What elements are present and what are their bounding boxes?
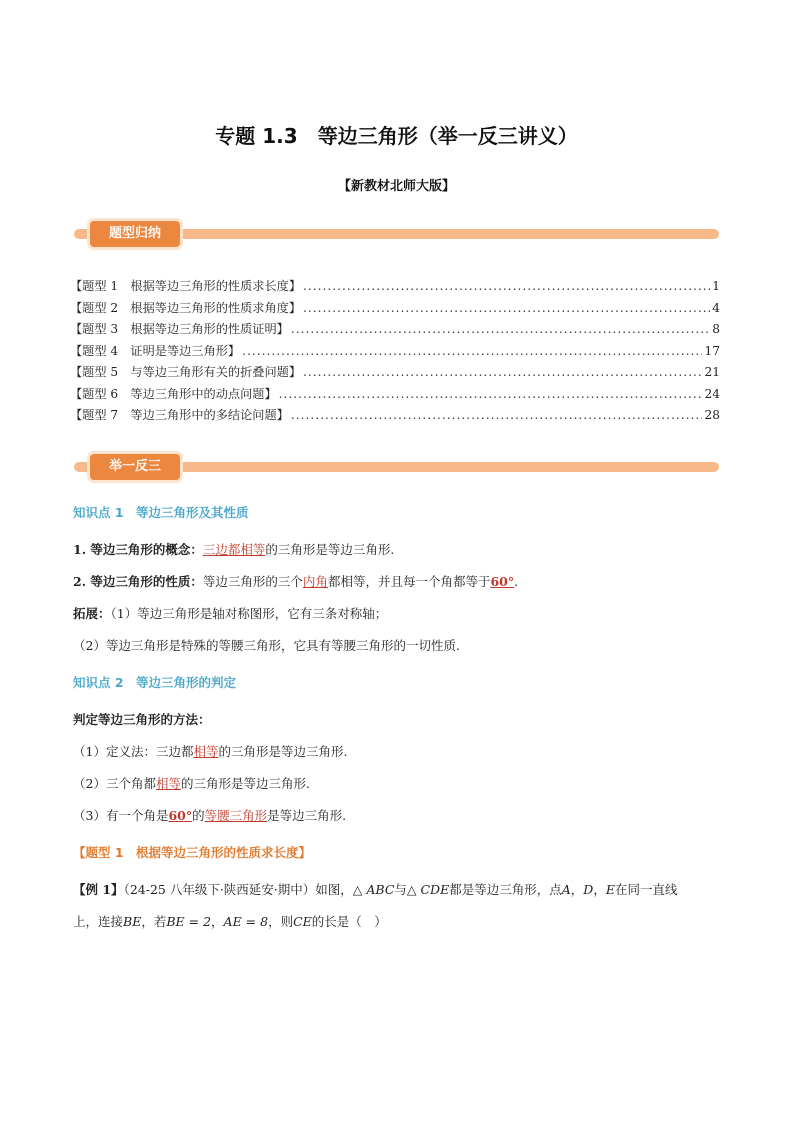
- toc-leader-dots: [303, 365, 702, 379]
- toc-item-page: 17: [704, 343, 720, 358]
- toc-item[interactable]: [70, 363, 720, 385]
- kp1-concept-line: [73, 540, 394, 558]
- example-1-l2b: ，若: [141, 914, 167, 929]
- knowledge-point-1-heading: 知识点 1 等边三角形及其性质: [73, 505, 249, 520]
- kp1-extension-label: 拓展：: [73, 606, 111, 621]
- kp2-intro: 判定等边三角形的方法：: [73, 712, 211, 727]
- example-1-point-d: D: [583, 882, 594, 897]
- table-of-contents: [70, 277, 720, 428]
- banner-label: 题型归纳: [90, 221, 180, 247]
- example-1-sep1: ，: [570, 882, 584, 897]
- knowledge-point-2-heading: 知识点 2 等边三角形的判定: [73, 675, 237, 690]
- toc-leader-dots: [279, 387, 703, 401]
- toc-item[interactable]: [70, 342, 720, 364]
- kp1-property-key2: 60°: [490, 574, 515, 589]
- kp1-property-label: 2. 等边三角形的性质：: [73, 574, 203, 589]
- toc-item[interactable]: [70, 299, 720, 321]
- toc-item[interactable]: [70, 277, 720, 299]
- example-1-text2: 在同一直线: [614, 882, 678, 897]
- toc-item[interactable]: [70, 320, 720, 342]
- banner-label: 举一反三: [90, 454, 180, 480]
- kp1-property-text2: 都相等，并且每一个角都等于: [327, 574, 491, 589]
- toc-item-name: 【题型 5 与等边三角形有关的折叠问题】: [70, 365, 302, 379]
- kp1-extension-line: [73, 604, 387, 622]
- practice-banner: [74, 454, 719, 480]
- kp2-method-3-key2: 等腰三角形: [204, 808, 268, 823]
- example-1-l2c: ，: [211, 914, 224, 929]
- example-1-label: 【例 1】: [73, 882, 124, 897]
- kp2-method-1-prefix: （1）定义法：三边都: [73, 744, 194, 759]
- kp1-property-end: .: [514, 574, 519, 589]
- example-1-l2e: 的长是（ ）: [311, 914, 387, 929]
- toc-leader-dots: [291, 322, 710, 336]
- kp1-property-key1: 内角: [302, 574, 328, 589]
- kp1-extension-text: （1）等边三角形是轴对称图形，它有三条对称轴；: [110, 606, 388, 621]
- kp2-method-2-key: 相等: [155, 776, 181, 791]
- kp1-property-line: [73, 572, 518, 590]
- kp2-method-1: [73, 742, 347, 760]
- kp1-property-text: 等边三角形的三个: [202, 574, 303, 589]
- example-1-sep2: ，: [593, 882, 606, 897]
- toc-item-name: 【题型 2 根据等边三角形的性质求角度】: [70, 300, 302, 315]
- example-1-be: BE: [123, 914, 142, 929]
- kp2-method-3-mid: 的: [192, 808, 205, 823]
- kp1-concept-suffix: 的三角形是等边三角形.: [265, 542, 395, 557]
- toc-leader-dots: [303, 301, 710, 315]
- toc-item-name: 【题型 7 等边三角形中的多结论问题】: [70, 408, 289, 422]
- kp2-method-3-suffix: 是等边三角形.: [267, 808, 347, 823]
- example-1-l2d: ，则: [268, 914, 294, 929]
- example-1-eq1: BE = 2: [166, 914, 212, 929]
- toc-item[interactable]: [70, 385, 720, 407]
- toc-item-page: 4: [712, 300, 720, 315]
- example-1-source: （24-25 八年级下·陕西延安·期中）如图，: [123, 882, 353, 897]
- toc-item-name: 【题型 6 等边三角形中的动点问题】: [70, 386, 277, 401]
- kp2-method-2-suffix: 的三角形是等边三角形.: [180, 776, 310, 791]
- kp2-method-1-suffix: 的三角形是等边三角形.: [218, 744, 348, 759]
- example-1-l2a: 上，连接: [73, 914, 124, 929]
- kp2-method-2-prefix: （2）三个角都: [73, 776, 156, 791]
- toc-item-page: 8: [712, 322, 720, 336]
- kp2-method-2: [73, 774, 310, 792]
- toc-item-page: 1: [712, 279, 720, 293]
- example-1-ce: CE: [293, 914, 312, 929]
- question-type-1-heading: 【题型 1 根据等边三角形的性质求长度】: [73, 845, 312, 860]
- example-1-eq2: AE = 8: [223, 914, 269, 929]
- toc-item[interactable]: [70, 406, 720, 428]
- kp2-method-1-key: 相等: [193, 744, 219, 759]
- kp1-concept-key: 三边都相等: [202, 542, 266, 557]
- toc-leader-dots: [291, 408, 703, 422]
- example-1-point-e: E: [605, 882, 615, 897]
- toc-item-name: 【题型 1 根据等边三角形的性质求长度】: [70, 279, 302, 293]
- kp1-concept-label: 1. 等边三角形的概念：: [73, 542, 203, 557]
- toc-banner: [74, 221, 719, 247]
- toc-item-page: 21: [704, 365, 720, 379]
- toc-leader-dots: [303, 279, 710, 293]
- example-1-line-1: [73, 880, 677, 898]
- example-1-triangle-cde: △ CDE: [406, 882, 450, 897]
- toc-item-page: 28: [704, 408, 720, 422]
- page-subtitle: 【新教材北师大版】: [337, 179, 455, 194]
- kp1-extension-line-2: （2）等边三角形是特殊的等腰三角形，它具有等腰三角形的一切性质.: [73, 638, 460, 653]
- toc-leader-dots: [242, 344, 702, 358]
- example-1-line-2: [73, 912, 387, 930]
- kp2-method-3-prefix: （3）有一个角是: [73, 808, 169, 823]
- example-1-triangle-abc: △ ABC: [352, 882, 395, 897]
- example-1-and: 与: [394, 882, 407, 897]
- toc-item-name: 【题型 4 证明是等边三角形】: [70, 343, 241, 358]
- example-1-point-a: A: [561, 882, 571, 897]
- toc-item-name: 【题型 3 根据等边三角形的性质证明】: [70, 322, 289, 336]
- kp2-method-3-key1: 60°: [168, 808, 193, 823]
- page-title: 专题 1.3 等边三角形（举一反三讲义）: [215, 124, 578, 148]
- kp2-method-3: [73, 806, 346, 824]
- toc-item-page: 24: [704, 386, 720, 401]
- example-1-text1: 都是等边三角形，点: [449, 882, 562, 897]
